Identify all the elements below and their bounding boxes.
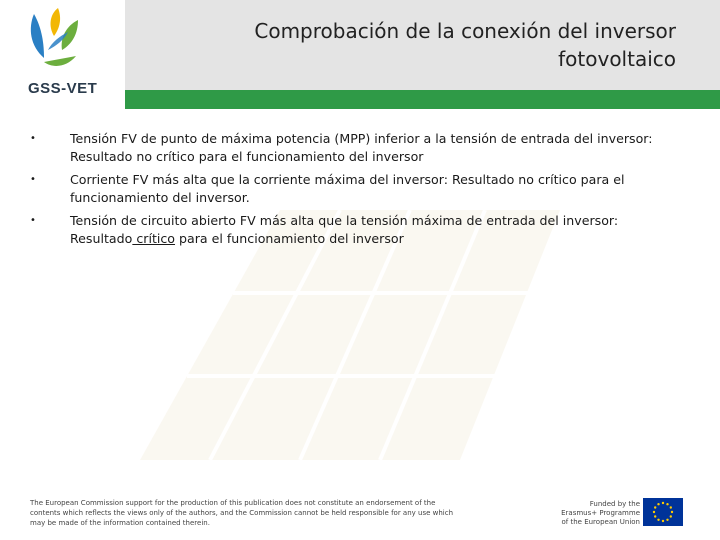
funded-line-3: of the European Union	[561, 518, 640, 526]
funded-line-2: Erasmus+ Programme	[561, 509, 640, 517]
footer-disclaimer: The European Commission support for the production of this publication does not constitute an endorsement of the contents which reflects the views only of the authors, and the Commission cannot be held responsible for any use which may be made of the information contained therein.	[30, 499, 454, 527]
bullet-text-before: Tensión de circuito abierto FV más alta que la tensión máxima de entrada del inversor: Resultado	[70, 213, 619, 246]
bullet-text-emphasis: crítico	[132, 231, 176, 246]
bullet-list	[30, 130, 680, 253]
header-accent-bar	[125, 90, 720, 109]
funded-line-1: Funded by the	[589, 500, 640, 508]
bullet-dot: •	[30, 215, 36, 226]
funded-by-label	[548, 500, 640, 527]
bullet-dot: •	[30, 174, 36, 185]
bullet-text: Tensión FV de punto de máxima potencia (MPP) inferior a la tensión de entrada del inversor: Resultado no crítico para el funcionamiento del inversor	[70, 131, 653, 164]
list-item	[30, 212, 680, 248]
bullet-text-after: para el funcionamiento del inversor	[175, 231, 404, 246]
bullet-dot: •	[30, 133, 36, 144]
eu-flag-icon	[643, 498, 683, 526]
slide-title: Comprobación de la conexión del inversor fotovoltaico	[254, 19, 676, 71]
list-item	[30, 171, 680, 207]
list-item	[30, 130, 680, 166]
logo-text: GSS-VET	[28, 80, 98, 97]
bullet-text: Corriente FV más alta que la corriente máxima del inversor: Resultado no crítico para el funcionamiento del inversor.	[70, 172, 625, 205]
